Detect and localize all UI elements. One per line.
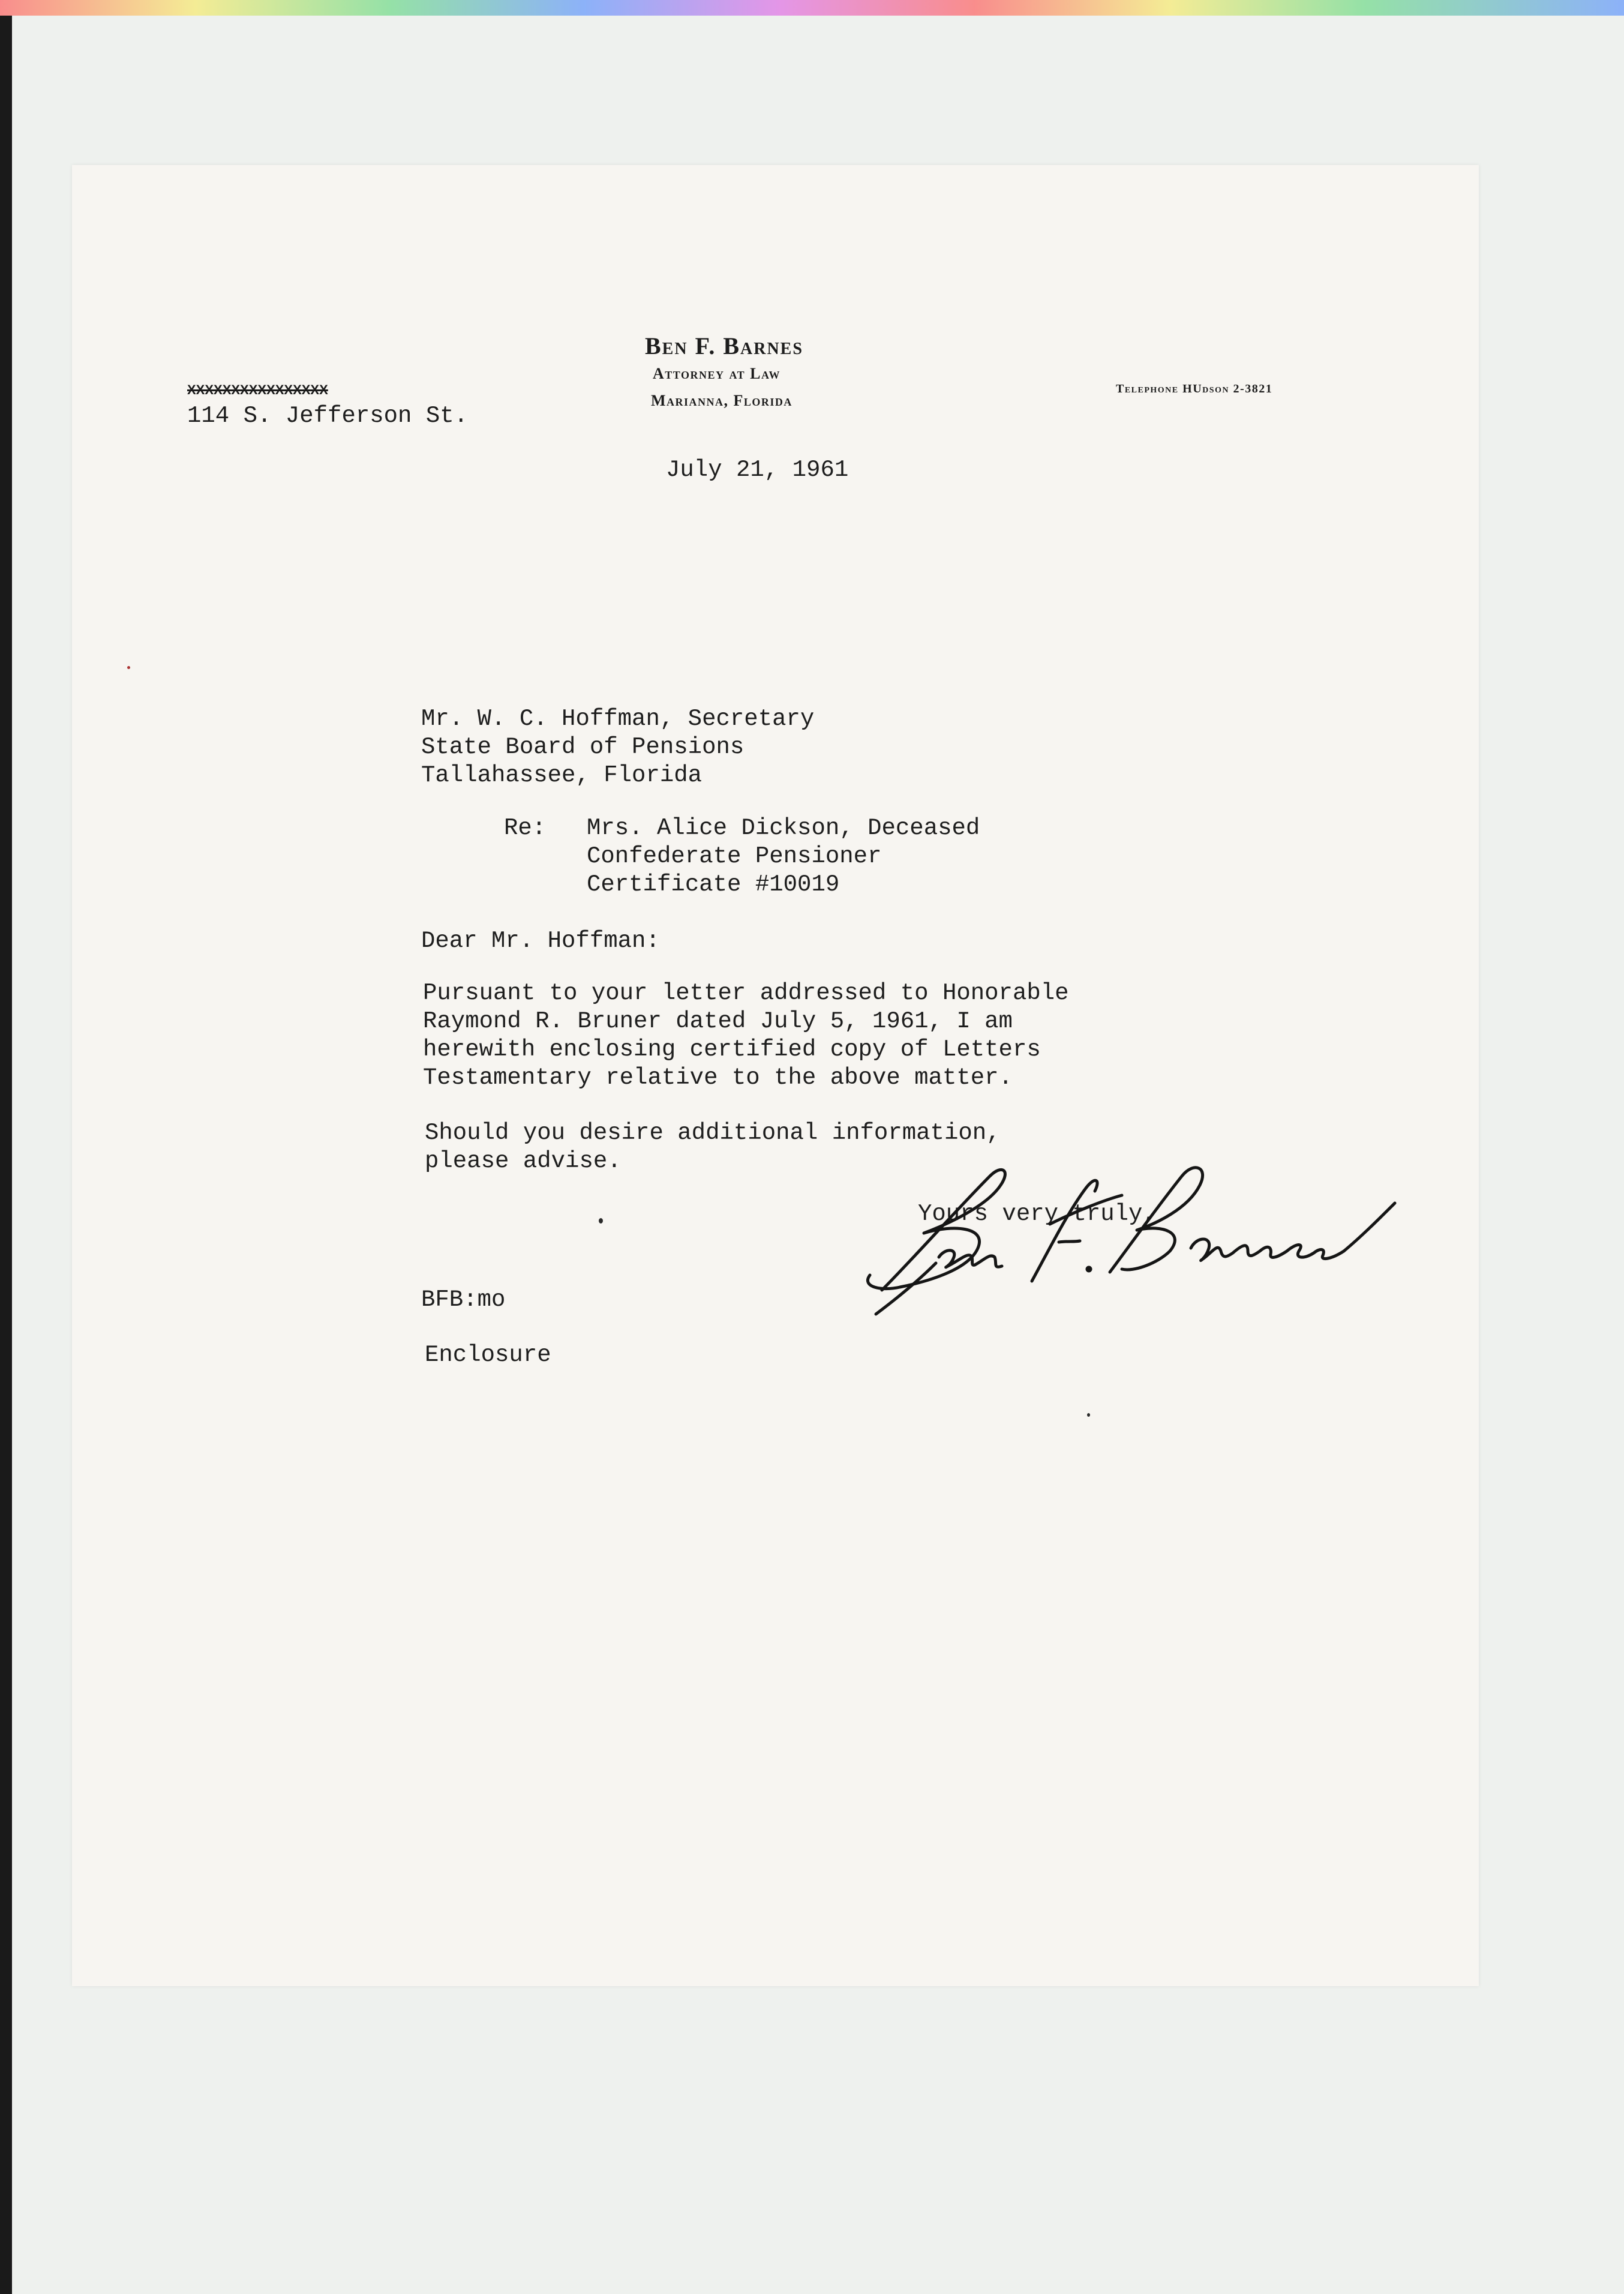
letterhead-location: Marianna, Florida (651, 392, 793, 409)
reference-line-3: Certificate #10019 (587, 871, 840, 898)
struck-address: XXXXXXXXXXXXXXXX (187, 382, 328, 397)
body-p2-line-2: please advise. (425, 1148, 622, 1174)
signature-ink (858, 1152, 1398, 1344)
letterhead-telephone: Telephone HUdson 2-3821 (1116, 382, 1273, 395)
reference-line-1: Mrs. Alice Dickson, Deceased (587, 815, 980, 841)
enclosure-note: Enclosure (425, 1342, 551, 1368)
body-p1-line-2: Raymond R. Bruner dated July 5, 1961, I am (423, 1008, 1013, 1034)
scan-color-strip (0, 0, 1624, 16)
paper-speck (127, 666, 130, 669)
paper-speck (1087, 1413, 1090, 1417)
closing: Yours very truly, (918, 1201, 1157, 1227)
letter-date: July 21, 1961 (666, 457, 849, 483)
body-p2-line-1: Should you desire additional information, (425, 1120, 1001, 1146)
letter-paper (72, 165, 1479, 1986)
recipient-line-1: Mr. W. C. Hoffman, Secretary (421, 706, 815, 732)
recipient-line-2: State Board of Pensions (421, 734, 745, 760)
body-p1-line-1: Pursuant to your letter addressed to Honorable (423, 980, 1069, 1006)
scan-left-border (0, 16, 12, 2294)
reference-label: Re: (504, 815, 547, 841)
letterhead-name: Ben F. Barnes (645, 332, 803, 359)
office-address: 114 S. Jefferson St. (187, 403, 469, 429)
body-p1-line-4: Testamentary relative to the above matter. (423, 1064, 1013, 1091)
letterhead-title: Attorney at Law (653, 365, 781, 382)
body-p1-line-3: herewith enclosing certified copy of Letters (423, 1036, 1041, 1063)
recipient-line-3: Tallahassee, Florida (421, 762, 703, 788)
salutation: Dear Mr. Hoffman: (421, 928, 660, 954)
typist-initials: BFB:mo (421, 1287, 506, 1313)
paper-speck (599, 1218, 603, 1224)
reference-line-2: Confederate Pensioner (587, 843, 882, 869)
